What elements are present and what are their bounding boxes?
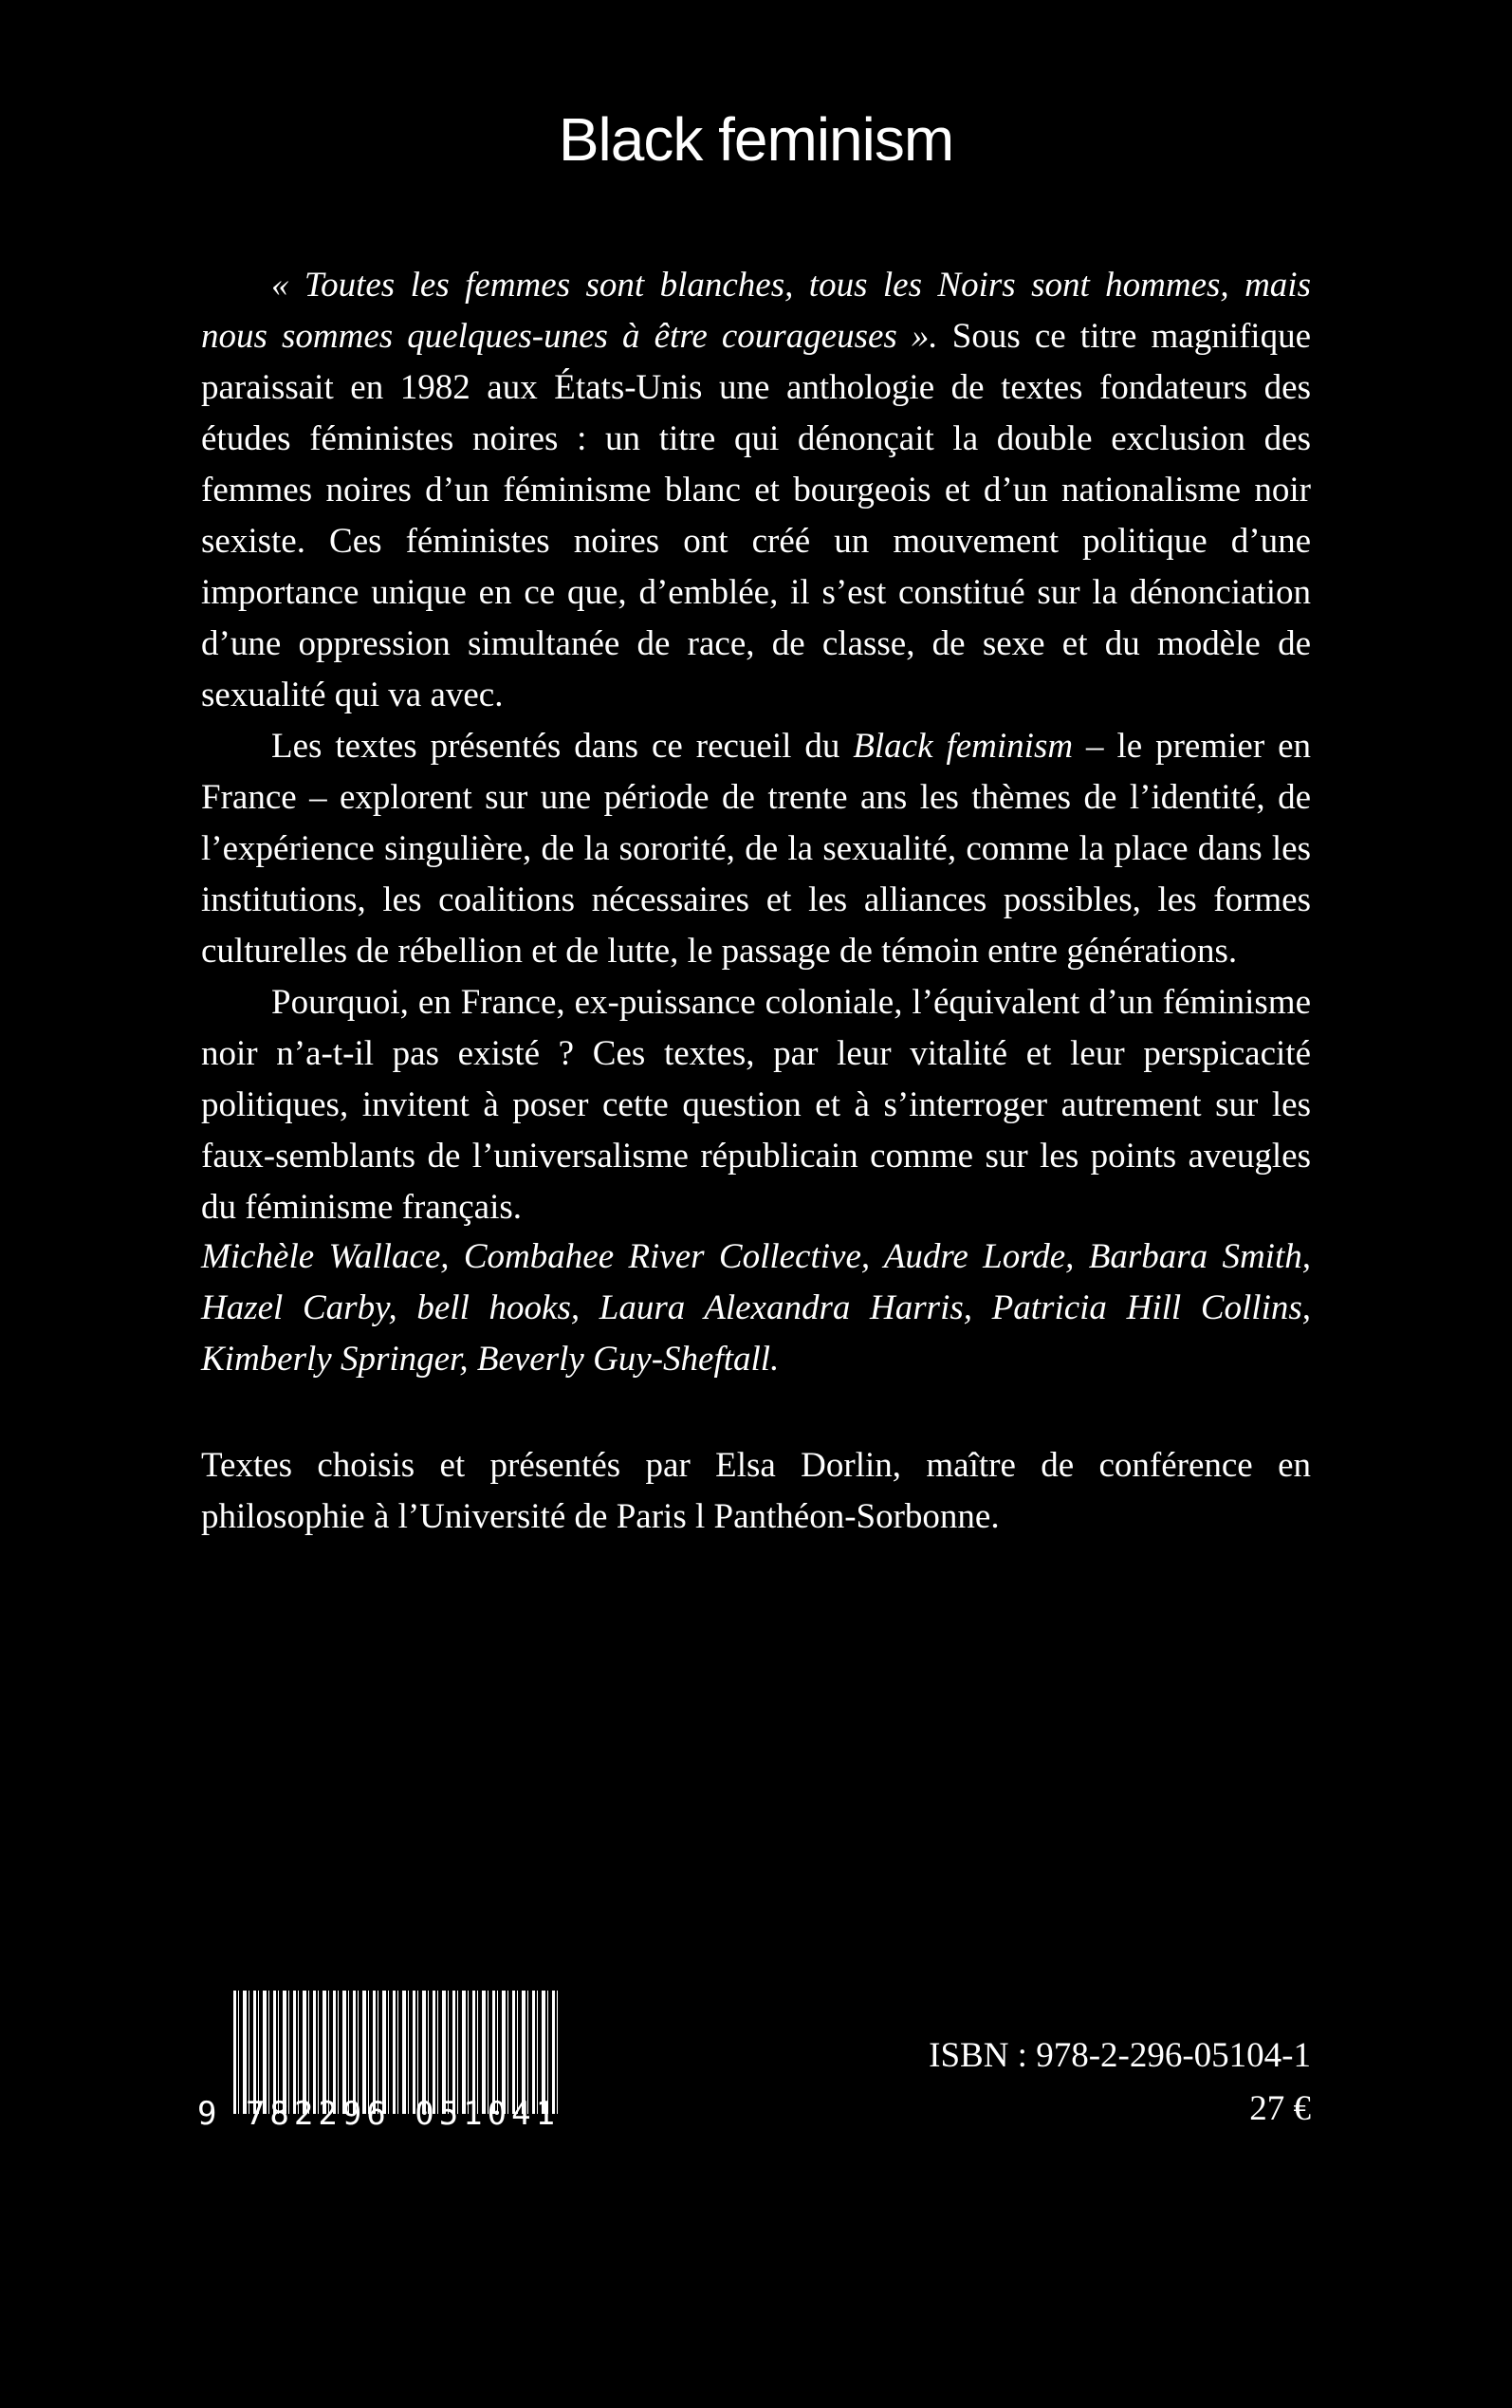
blurb-paragraph-2: [201, 721, 1311, 977]
isbn: ISBN : 978-2-296-05104-1: [929, 2036, 1311, 2075]
blurb-quote: « Toutes les femmes sont blanches, tous les Noirs sont hommes, mais nous sommes quelques-unes à être courageuses ».: [201, 266, 1311, 356]
blurb-paragraph-1: [201, 260, 1311, 721]
blurb-paragraph-2-after: – le premier en France – explorent sur une période de trente ans les thèmes de l’identité, de l’expérience singulière, de la sororité, de la sexualité, comme la place dans les institutions, les coalitions nécessaires et les alliances possibles, les formes culturelles de rébellion et de lutte, le passage de témoin entre générations.: [201, 727, 1312, 971]
presenter-credit: Textes choisis et présentés par Elsa Dorlin, maître de conférence en philosophie à l’Université de Paris l Panthéon-Sorbonne.: [201, 1446, 1311, 1536]
blurb-paragraph-1-text: Sous ce titre magnifique paraissait en 1982 aux États-Unis une anthologie de textes fondateurs des études féministes noires : un titre qui dénonçait la double exclusion des femmes noires d’un féminisme blanc et bourgeois et d’un nationalisme noir sexiste. Ces féministes noires ont créé un mouvement politique d’une importance unique en ce que, d’emblée, il s’est constitué sur la dénonciation d’une oppression simultanée de race, de classe, de sexe et du modèle de sexualité qui va avec.: [201, 317, 1311, 714]
authors-list: Michèle Wallace, Combahee River Collective, Audre Lorde, Barbara Smith, Hazel Carby, bell hooks, Laura Alexandra Harris, Patricia Hill Collins, Kimberly Springer, Beverly Guy-Sheftall.: [201, 1237, 1311, 1379]
back-cover-blurb: [201, 260, 1311, 1233]
barcode: [197, 1991, 567, 2133]
blurb-paragraph-3: Pourquoi, en France, ex-puissance coloniale, l’équivalent d’un féminisme noir n’a-t-il pas existé ? Ces textes, par leur vitalité et leur perspicacité politiques, invitent à poser cette question et à s’interroger autrement sur les faux-semblants de l’universalisme républicain comme sur les points aveugles du féminisme français.: [201, 983, 1311, 1227]
barcode-digits: 9 782296 051041: [197, 2095, 561, 2133]
blurb-paragraph-2-italic: Black feminism: [853, 727, 1074, 766]
blurb-paragraph-2-before: Les textes présentés dans ce recueil du: [271, 727, 854, 766]
book-title: Black feminism: [558, 105, 954, 174]
price: 27 €: [1249, 2089, 1311, 2128]
